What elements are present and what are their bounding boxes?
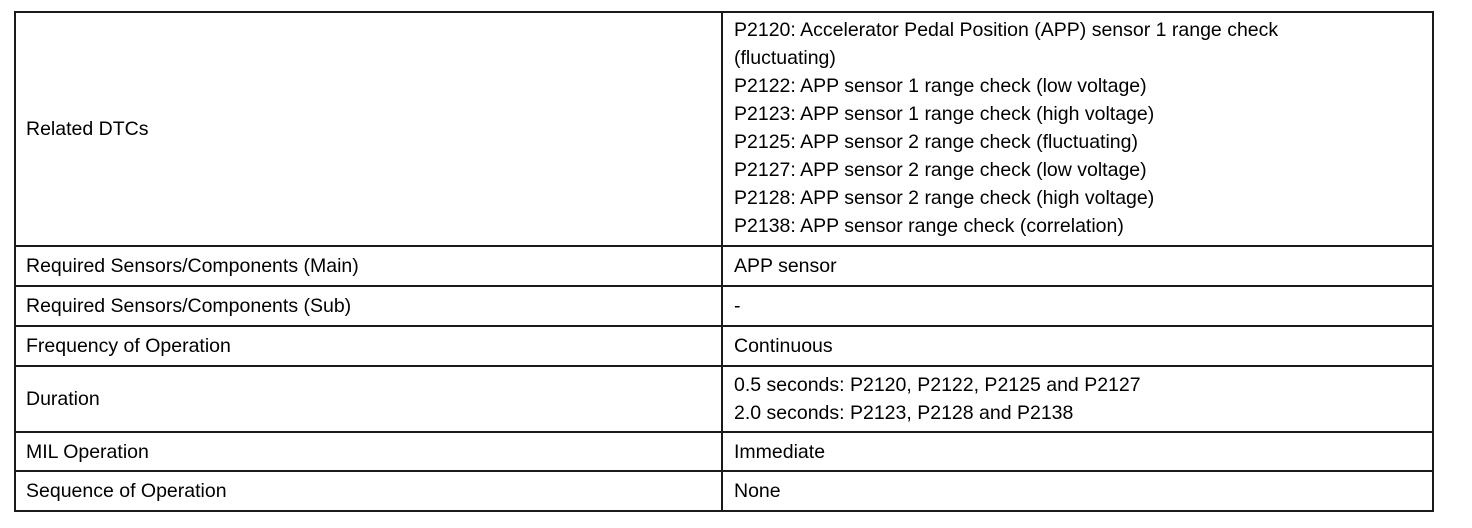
row-label-required-main: Required Sensors/Components (Main) [15,246,722,286]
table-row-frequency [15,326,1433,366]
dtc-line: P2120: Accelerator Pedal Position (APP) sensor 1 range check [734,19,1279,41]
duration-line: 0.5 seconds: P2120, P2122, P2125 and P2127 [734,374,1141,396]
duration-line: 2.0 seconds: P2123, P2128 and P2138 [734,402,1074,424]
dtc-line: P2123: APP sensor 1 range check (high voltage) [734,103,1155,125]
row-value-frequency: Continuous [722,326,1433,366]
row-label-mil-operation: MIL Operation [15,432,722,471]
table-row-mil-operation [15,432,1433,471]
row-label-required-sub: Required Sensors/Components (Sub) [15,286,722,326]
dtc-line: P2138: APP sensor range check (correlation) [734,215,1124,237]
row-value-duration [722,366,1433,432]
row-value-required-sub: - [722,286,1433,326]
row-value-required-main: APP sensor [722,246,1433,286]
row-value-sequence: None [722,471,1433,511]
row-value-mil-operation: Immediate [722,432,1433,471]
table-row-sequence [15,471,1433,511]
row-label-frequency: Frequency of Operation [15,326,722,366]
row-label-related-dtcs: Related DTCs [15,12,722,246]
row-value-related-dtcs [722,12,1433,246]
dtc-line: (fluctuating) [734,47,836,69]
row-label-sequence: Sequence of Operation [15,471,722,511]
dtc-line: P2122: APP sensor 1 range check (low voltage) [734,75,1147,97]
table-row-required-main [15,246,1433,286]
dtc-line: P2125: APP sensor 2 range check (fluctuating) [734,131,1138,153]
dtc-line: P2128: APP sensor 2 range check (high voltage) [734,187,1155,209]
table-row-required-sub [15,286,1433,326]
dtc-line: P2127: APP sensor 2 range check (low voltage) [734,159,1147,181]
monitor-description-table [14,11,1434,512]
table-row-duration [15,366,1433,432]
table-row-related-dtcs [15,12,1433,246]
row-label-duration: Duration [15,366,722,432]
